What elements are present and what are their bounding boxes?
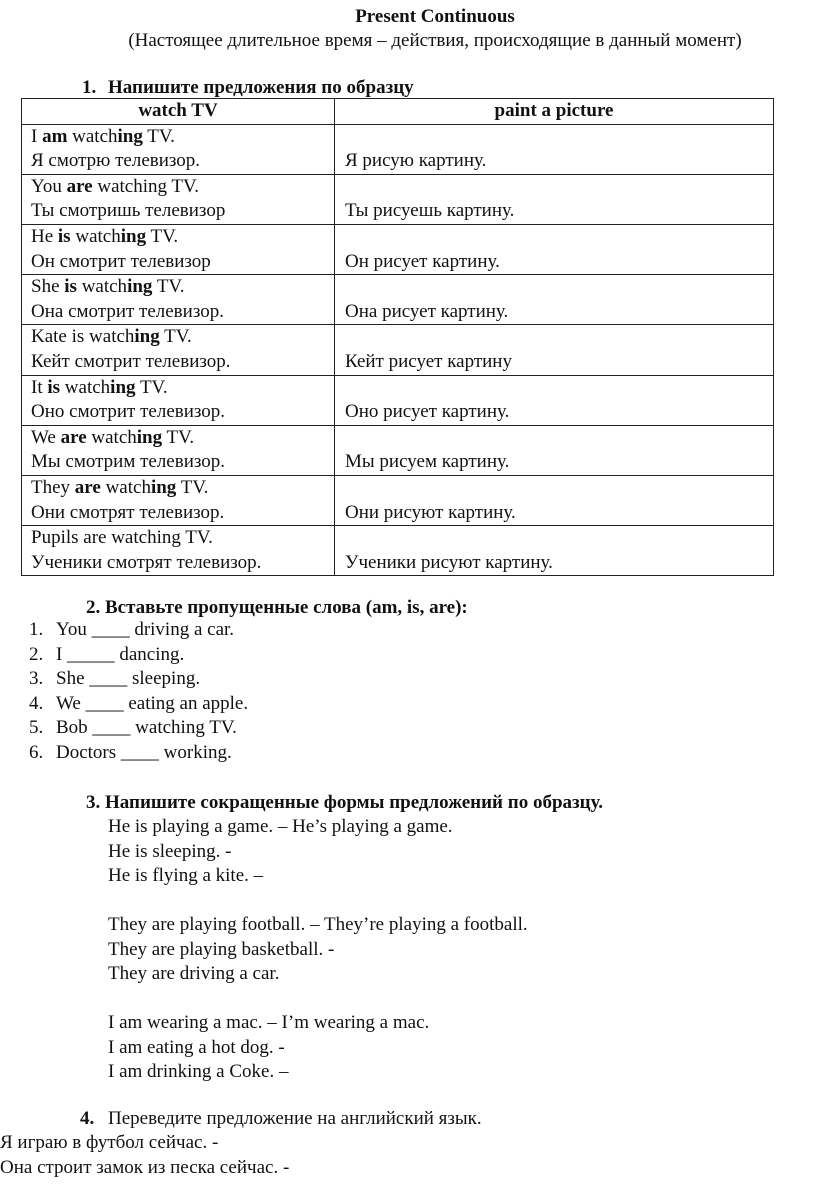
table-row: [22, 124, 774, 174]
text-segment: You: [31, 175, 67, 197]
bold-segment: are: [60, 426, 87, 448]
page-subtitle: (Настоящее длительное время – действия, происходящие в данный момент): [128, 30, 742, 51]
bold-segment: is: [64, 276, 77, 298]
example-sentence: They are playing football. – They’re playing a football.: [108, 914, 528, 935]
item-number: 3.: [29, 668, 44, 690]
english-sentence: [31, 175, 334, 200]
table-row: [22, 275, 774, 325]
translation-line: Я играю в футбол сейчас. -: [0, 1132, 219, 1153]
english-sentence: [31, 325, 334, 350]
text-segment: TV.: [152, 276, 185, 298]
right-cell: Кейт рисует картину: [335, 325, 774, 375]
section-4-heading: [80, 1107, 482, 1132]
exercise-sentence: I am drinking a Coke. –: [108, 1061, 289, 1082]
right-cell: Он рисует картину.: [335, 224, 774, 274]
bold-segment: ing: [127, 276, 153, 298]
text-segment: We: [31, 426, 61, 448]
section-4-number: 4.: [80, 1108, 95, 1129]
text-segment: watch: [100, 476, 151, 498]
item-number: 6.: [29, 741, 44, 763]
page-title: Present Continuous: [355, 6, 515, 27]
text-segment: TV.: [142, 125, 175, 147]
text-segment: watch: [67, 125, 118, 147]
text-segment: watch: [70, 225, 121, 247]
text-segment: Pupils are watching TV.: [31, 527, 213, 549]
english-sentence: [31, 275, 334, 300]
left-cell: [22, 325, 335, 375]
left-cell: [22, 475, 335, 525]
english-sentence: [31, 376, 334, 401]
item-number: 5.: [29, 717, 44, 739]
exercise-sentence: They are driving a car.: [108, 963, 280, 984]
right-cell: Они рисуют картину.: [335, 475, 774, 525]
left-cell: [22, 174, 335, 224]
item-number: 2.: [29, 643, 44, 665]
right-cell: Ученики рисуют картину.: [335, 526, 774, 576]
exercise-sentence: He is sleeping. -: [108, 840, 232, 862]
text-segment: TV.: [162, 426, 195, 448]
column-header-watch-tv: watch TV: [22, 99, 335, 125]
section-4-title: Переведите предложение на английский язык.: [108, 1108, 482, 1129]
left-cell: [22, 375, 335, 425]
table-row: [22, 174, 774, 224]
russian-translation: Ты смотришь телевизор: [31, 200, 226, 222]
left-cell: [22, 124, 335, 174]
english-sentence: [31, 125, 334, 150]
russian-translation: Они смотрят телевизор.: [31, 501, 225, 523]
text-segment: watch: [86, 426, 137, 448]
text-segment: TV.: [176, 476, 209, 498]
exercise-sentence: He is flying a kite. –: [108, 865, 264, 886]
item-text: She ____ sleeping.: [56, 668, 201, 690]
text-segment: watch: [60, 376, 111, 398]
text-segment: TV.: [146, 225, 179, 247]
text-segment: watching TV.: [92, 175, 200, 197]
table-row: [22, 224, 774, 274]
english-sentence: [31, 225, 334, 250]
table-body: [22, 124, 774, 576]
exercise-sentence: I am eating a hot dog. -: [108, 1036, 285, 1058]
russian-translation: Кейт смотрит телевизор.: [31, 350, 231, 372]
right-cell: Ты рисуешь картину.: [335, 174, 774, 224]
section-3-heading: 3. Напишите сокращенные формы предложений по образцу.: [86, 792, 603, 813]
text-segment: She: [31, 276, 65, 298]
bold-segment: am: [42, 125, 68, 147]
text-segment: watch: [76, 276, 128, 298]
left-cell: [22, 526, 335, 576]
item-number: 1.: [29, 619, 44, 640]
english-sentence: [31, 526, 334, 551]
table-row: [22, 475, 774, 525]
russian-translation: Он смотрит телевизор: [31, 250, 211, 272]
column-header-paint-a-picture: paint a picture: [335, 99, 774, 125]
right-cell: Мы рисуем картину.: [335, 425, 774, 475]
table-row: [22, 425, 774, 475]
example-sentence: He is playing a game. – He’s playing a game.: [108, 816, 453, 837]
text-segment: I: [31, 125, 43, 147]
item-text: You ____ driving a car.: [56, 619, 235, 640]
section-2-heading: 2. Вставьте пропущенные слова (am, is, are):: [86, 597, 468, 618]
bold-segment: ing: [120, 225, 147, 247]
bold-segment: is: [47, 376, 61, 398]
right-cell: Она рисует картину.: [335, 275, 774, 325]
table-header-row: [22, 99, 774, 125]
bold-segment: are: [74, 476, 101, 498]
translation-line: Она строит замок из песка сейчас. -: [0, 1157, 290, 1178]
bold-segment: ing: [110, 376, 136, 398]
section-1-title: Напишите предложения по образцу: [108, 77, 414, 98]
left-cell: [22, 224, 335, 274]
right-cell: Я рисую картину.: [335, 124, 774, 174]
bold-segment: ing: [136, 426, 163, 448]
bold-segment: is: [57, 225, 71, 247]
text-segment: They: [31, 476, 75, 498]
table-row: [22, 526, 774, 576]
bold-segment: ing: [134, 326, 160, 348]
table-row: [22, 375, 774, 425]
item-text: Bob ____ watching TV.: [56, 717, 237, 739]
text-segment: TV.: [159, 326, 192, 348]
item-text: Doctors ____ working.: [56, 741, 232, 763]
russian-translation: Оно смотрит телевизор.: [31, 401, 226, 423]
exercise-sentence: They are playing basketball. -: [108, 938, 335, 960]
section-1-heading: [82, 76, 414, 101]
bold-segment: ing: [150, 476, 177, 498]
text-segment: TV.: [135, 376, 168, 398]
text-segment: He: [31, 225, 58, 247]
left-cell: [22, 425, 335, 475]
text-segment: It: [31, 376, 48, 398]
item-text: We ____ eating an apple.: [56, 692, 249, 714]
english-sentence: [31, 426, 334, 451]
left-cell: [22, 275, 335, 325]
russian-translation: Я смотрю телевизор.: [31, 150, 201, 172]
russian-translation: Она смотрит телевизор.: [31, 300, 224, 322]
english-sentence: [31, 476, 334, 501]
bold-segment: ing: [117, 125, 143, 147]
russian-translation: Ученики смотрят телевизор.: [31, 551, 262, 573]
section-1-number: 1.: [82, 77, 97, 98]
right-cell: Оно рисует картину.: [335, 375, 774, 425]
text-segment: Kate is watch: [31, 326, 135, 348]
russian-translation: Мы смотрим телевизор.: [31, 451, 226, 473]
example-sentence: I am wearing a mac. – I’m wearing a mac.: [108, 1012, 430, 1033]
bold-segment: are: [66, 175, 93, 197]
example-table: [21, 98, 774, 576]
item-number: 4.: [29, 692, 44, 714]
table-row: [22, 325, 774, 375]
item-text: I _____ dancing.: [56, 643, 185, 665]
